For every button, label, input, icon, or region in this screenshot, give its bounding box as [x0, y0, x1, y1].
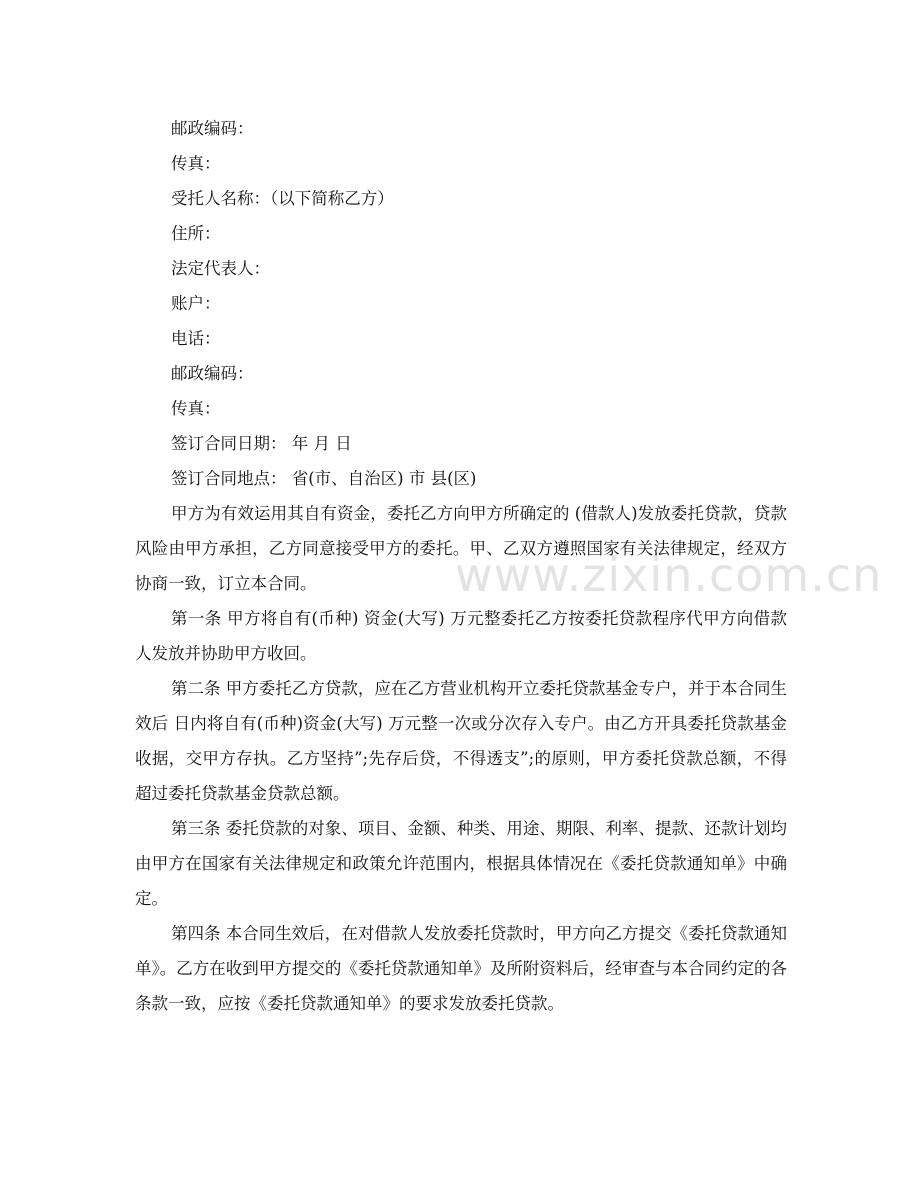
field-fax-2: 传真： — [171, 399, 221, 418]
paragraph-article-2: 第二条 甲方委托乙方贷款，应在乙方营业机构开立委托贷款基金专户，并于本合同生效后 日内将自有(币种)资金(大写) 万元整一次或分次存入专户。由乙方开具委托贷款基金收据，交甲方存执。乙方坚持”;先存后贷，不得透支”;的原则，甲方委托贷款总额，不得超过委托贷款基金贷款总额。 — [135, 679, 787, 803]
field-trustee-name: 受托人名称：（以下简称乙方） — [171, 189, 394, 208]
field-account: 账户： — [171, 294, 221, 313]
paragraph-preamble: 甲方为有效运用其自有资金，委托乙方向甲方所确定的 (借款人)发放委托贷款，贷款风险由甲方承担，乙方同意接受甲方的委托。甲、乙双方遵照国家有关法律规定，经双方协商一致，订立本合同。 — [135, 504, 787, 593]
field-signing-date: 签订合同日期： 年 月 日 — [171, 434, 352, 453]
watermark: www.zixin.com.cn — [455, 548, 883, 602]
paragraph-article-4: 第四条 本合同生效后，在对借款人发放委托贷款时，甲方向乙方提交《委托贷款通知单》。乙方在收到甲方提交的《委托贷款通知单》及所附资料后，经审查与本合同约定的各条款一致，应按《委托贷款通知单》的要求发放委托贷款。 — [135, 924, 787, 1013]
field-legal-representative: 法定代表人： — [171, 259, 270, 278]
field-signing-place: 签订合同地点： 省(市、自治区) 市 县(区) — [171, 469, 477, 488]
paragraph-article-3: 第三条 委托贷款的对象、项目、金额、种类、用途、期限、利率、提款、还款计划均由甲方在国家有关法律规定和政策允许范围内，根据具体情况在《委托贷款通知单》中确定。 — [135, 819, 787, 908]
field-postal-code: 邮政编码： — [171, 119, 254, 138]
paragraph-article-1: 第一条 甲方将自有(币种) 资金(大写) 万元整委托乙方按委托贷款程序代甲方向借款人发放并协助甲方收回。 — [135, 609, 787, 663]
field-postal-code-2: 邮政编码： — [171, 364, 254, 383]
field-fax: 传真： — [171, 154, 221, 173]
field-phone: 电话： — [171, 329, 221, 348]
field-address: 住所： — [171, 224, 221, 243]
